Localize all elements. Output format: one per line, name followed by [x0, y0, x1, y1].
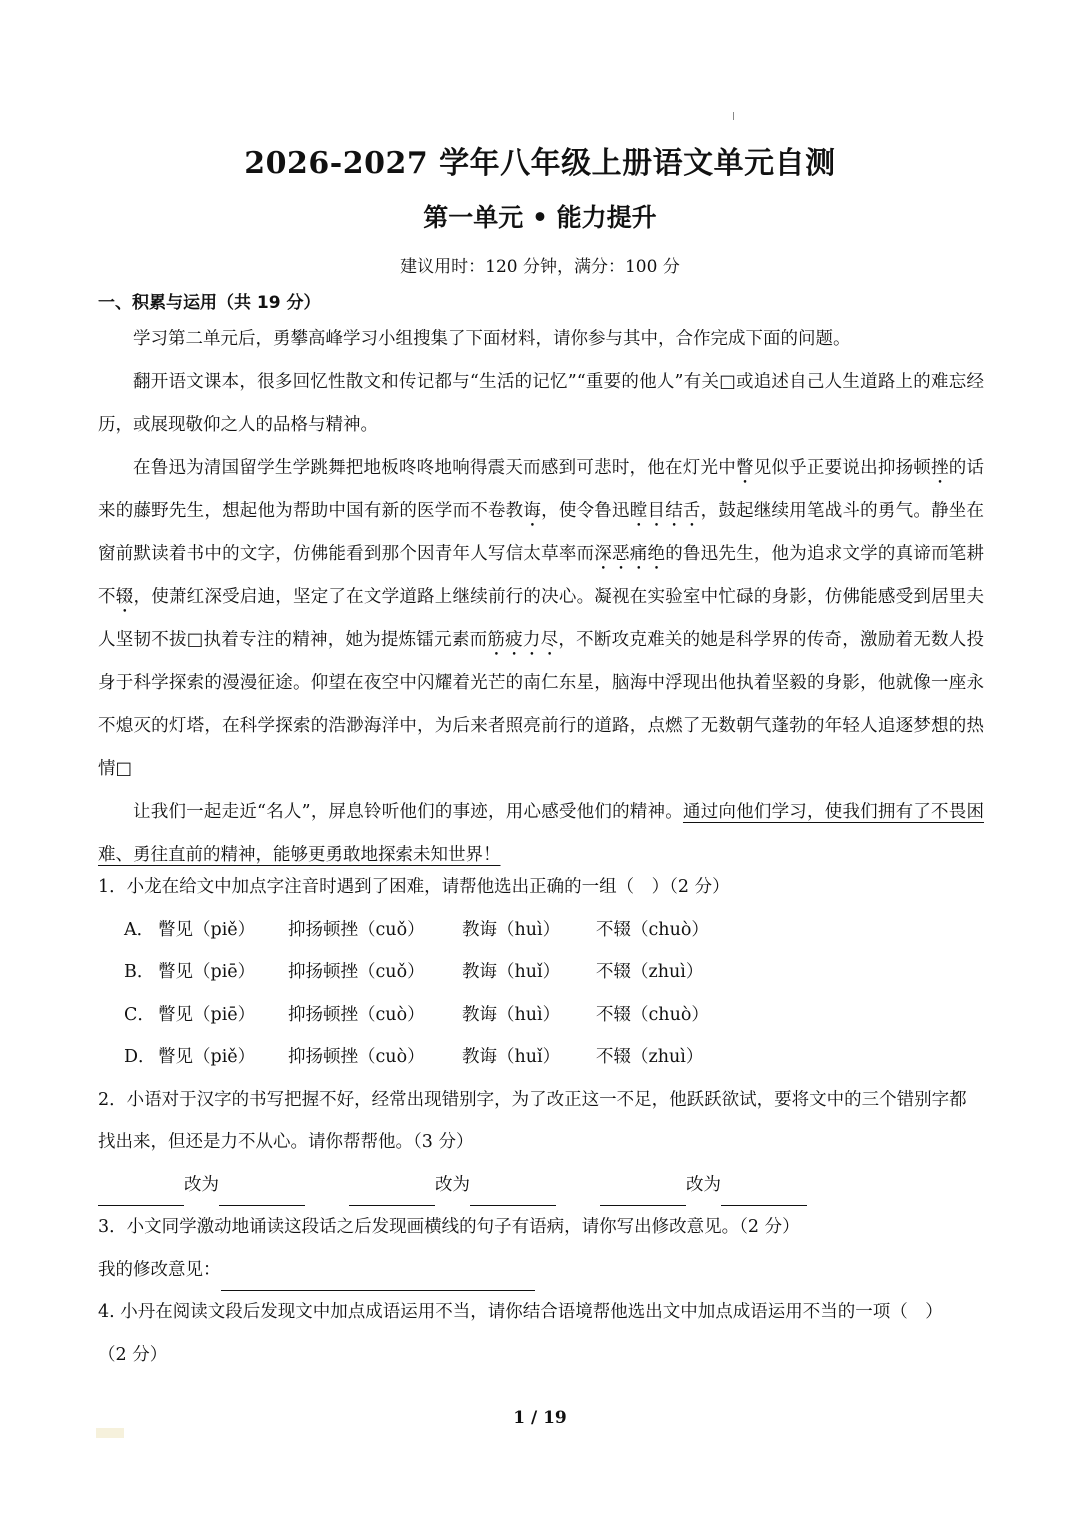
- option-item: 抑扬顿挫（cuǒ）: [288, 919, 425, 940]
- question-3-stem: 3．小文同学激动地诵读这段话之后发现画横线的句子有语病，请你写出修改意见。（2 分）: [98, 1217, 800, 1237]
- passage-text: 的话来的藤野先生，想起他为帮助中国有新的医学而不卷教: [98, 458, 985, 521]
- question-2-stem: 2．小语对于汉字的书写把握不好，经常出现错别字，为了改正这一不足，他跃跃欲试，要将文中的三个错别字都找出来，但还是力不从心。请你帮帮他。（3 分）: [98, 1089, 967, 1152]
- option-item: 不辍（chuò）: [596, 919, 709, 940]
- passage-paragraph-4: [98, 791, 984, 877]
- answer-blank[interactable]: [721, 1179, 807, 1206]
- option-label: C．: [124, 1004, 155, 1025]
- answer-blank[interactable]: [349, 1179, 435, 1206]
- questions: [98, 866, 984, 1376]
- passage-text: ，不断攻克难关的她是科学界的传奇，激励着无数人投身于科学探索的漫漫征途。仰望在夜空中闪耀着光芒的南仁东星，脑海中浮现出他执着坚毅的身影，他就像一座永不熄灭的灯塔，在科学探索的浩渺海洋中，为后来者照亮前行的道路，点燃了无数朝气蓬勃的年轻人追逐梦想的热情□: [98, 630, 984, 779]
- answer-blank[interactable]: [98, 1179, 184, 1206]
- blank-group: [349, 1164, 556, 1207]
- option-item: 瞥见（piě）: [158, 1047, 256, 1067]
- option-c[interactable]: [98, 994, 984, 1037]
- option-label: D．: [124, 1047, 156, 1067]
- question-2-blanks: [98, 1164, 984, 1207]
- question-3-answer-line: [98, 1249, 984, 1292]
- option-item: 不辍（zhuì）: [596, 962, 704, 982]
- option-item: 教诲（huǐ）: [462, 962, 561, 982]
- section-heading: 一、积累与运用（共 19 分）: [98, 293, 321, 313]
- option-item: 不辍（chuò）: [596, 1004, 709, 1025]
- dotted-char: 诲: [523, 501, 542, 521]
- question-4-score: （2 分）: [98, 1344, 168, 1365]
- option-item: 教诲（huǐ）: [462, 1047, 561, 1067]
- option-d[interactable]: [98, 1036, 984, 1079]
- option-item: 教诲（huì）: [462, 919, 561, 940]
- answer-blank[interactable]: [221, 1264, 535, 1291]
- reading-passage: [98, 318, 984, 877]
- option-item: 瞥见（piě）: [158, 919, 256, 940]
- dotted-idiom: 深恶痛绝: [594, 544, 666, 564]
- option-label: A．: [124, 919, 155, 940]
- blank-group: [98, 1164, 305, 1207]
- question-4-stem: 4. 小丹在阅读文段后发现文中加点成语运用不当，请你结合语境帮他选出文中加点成语运用不当的一项（ ）: [98, 1302, 943, 1322]
- answer-label: 我的修改意见：: [98, 1259, 221, 1280]
- dotted-char: 挫: [931, 458, 949, 478]
- passage-text: ，使令鲁迅: [541, 501, 630, 521]
- option-a[interactable]: [98, 909, 984, 952]
- change-to-label: 改为: [184, 1174, 219, 1195]
- dotted-char: 瞥: [735, 458, 754, 478]
- answer-blank[interactable]: [219, 1179, 305, 1206]
- passage-text: 的鲁迅先生，他为追求文学的真谛而笔耕不: [98, 544, 985, 607]
- passage-text: 在鲁迅为清国留学生学跳舞把地板咚咚地响得震天而感到可悲时，他在灯光中: [133, 458, 736, 478]
- answer-blank[interactable]: [600, 1179, 686, 1206]
- passage-paragraph-2: 翻开语文课本，很多回忆性散文和传记都与“生活的记忆”“重要的他人”有关□或追述自己人生道路上的难忘经历，或展现敬仰之人的品格与精神。: [98, 372, 984, 435]
- question-1-stem: 1．小龙在给文中加点字注音时遇到了困难，请帮他选出正确的一组（ ）（2 分）: [98, 877, 730, 897]
- option-item: 瞥见（piē）: [158, 962, 256, 982]
- passage-text: ，使萧红深受启迪，坚定了在文学道路上继续前行的决心。凝视在实验室中忙碌的身影，仿佛能感受到居里夫人坚韧不拔□执着专注的精神，她为提炼镭元素而: [98, 587, 985, 650]
- dotted-idiom: 筋疲力尽: [487, 630, 559, 650]
- page-title: 2026-2027 学年八年级上册语文单元自测: [244, 146, 836, 181]
- page-subtitle: 第一单元 • 能力提升: [423, 203, 657, 232]
- option-b[interactable]: [98, 951, 984, 994]
- scan-stain: [96, 1428, 124, 1438]
- option-label: B．: [124, 962, 155, 982]
- dotted-char: 辍: [115, 587, 134, 607]
- time-note: 建议用时：120 分钟，满分：100 分: [400, 257, 680, 277]
- passage-text: ，鼓起继续用笔战斗的勇气。静坐在窗前默读着书中的文字，仿佛能看到那个因青年人写信太草率而: [98, 501, 985, 564]
- blank-group: [600, 1164, 807, 1207]
- passage-text: 让我们一起走近“名人”，屏息铃听他们的事迹，用心感受他们的精神。: [133, 802, 683, 822]
- page-number: 1 / 19: [513, 1408, 567, 1428]
- passage-text: 见似乎正要说出抑扬顿: [753, 458, 932, 478]
- option-item: 抑扬顿挫（cuò）: [288, 1047, 425, 1067]
- passage-paragraph-3: [98, 447, 984, 791]
- option-item: 不辍（zhuì）: [596, 1047, 704, 1067]
- scan-mark: [733, 112, 734, 120]
- change-to-label: 改为: [435, 1174, 470, 1195]
- option-item: 抑扬顿挫（cuǒ）: [288, 962, 425, 982]
- option-item: 抑扬顿挫（cuò）: [288, 1004, 425, 1025]
- underlined-sentence: 通过向他们学习，使我们拥有了不畏困难、勇往直前的精神，能够更勇敢地探索未知世界！: [98, 802, 984, 865]
- answer-blank[interactable]: [470, 1179, 556, 1206]
- passage-paragraph-1: 学习第二单元后，勇攀高峰学习小组搜集了下面材料，请你参与其中，合作完成下面的问题。: [133, 329, 851, 349]
- option-item: 瞥见（piē）: [158, 1004, 256, 1025]
- change-to-label: 改为: [686, 1174, 721, 1195]
- dotted-idiom: 瞠目结舌: [629, 501, 701, 521]
- option-item: 教诲（huì）: [462, 1004, 561, 1025]
